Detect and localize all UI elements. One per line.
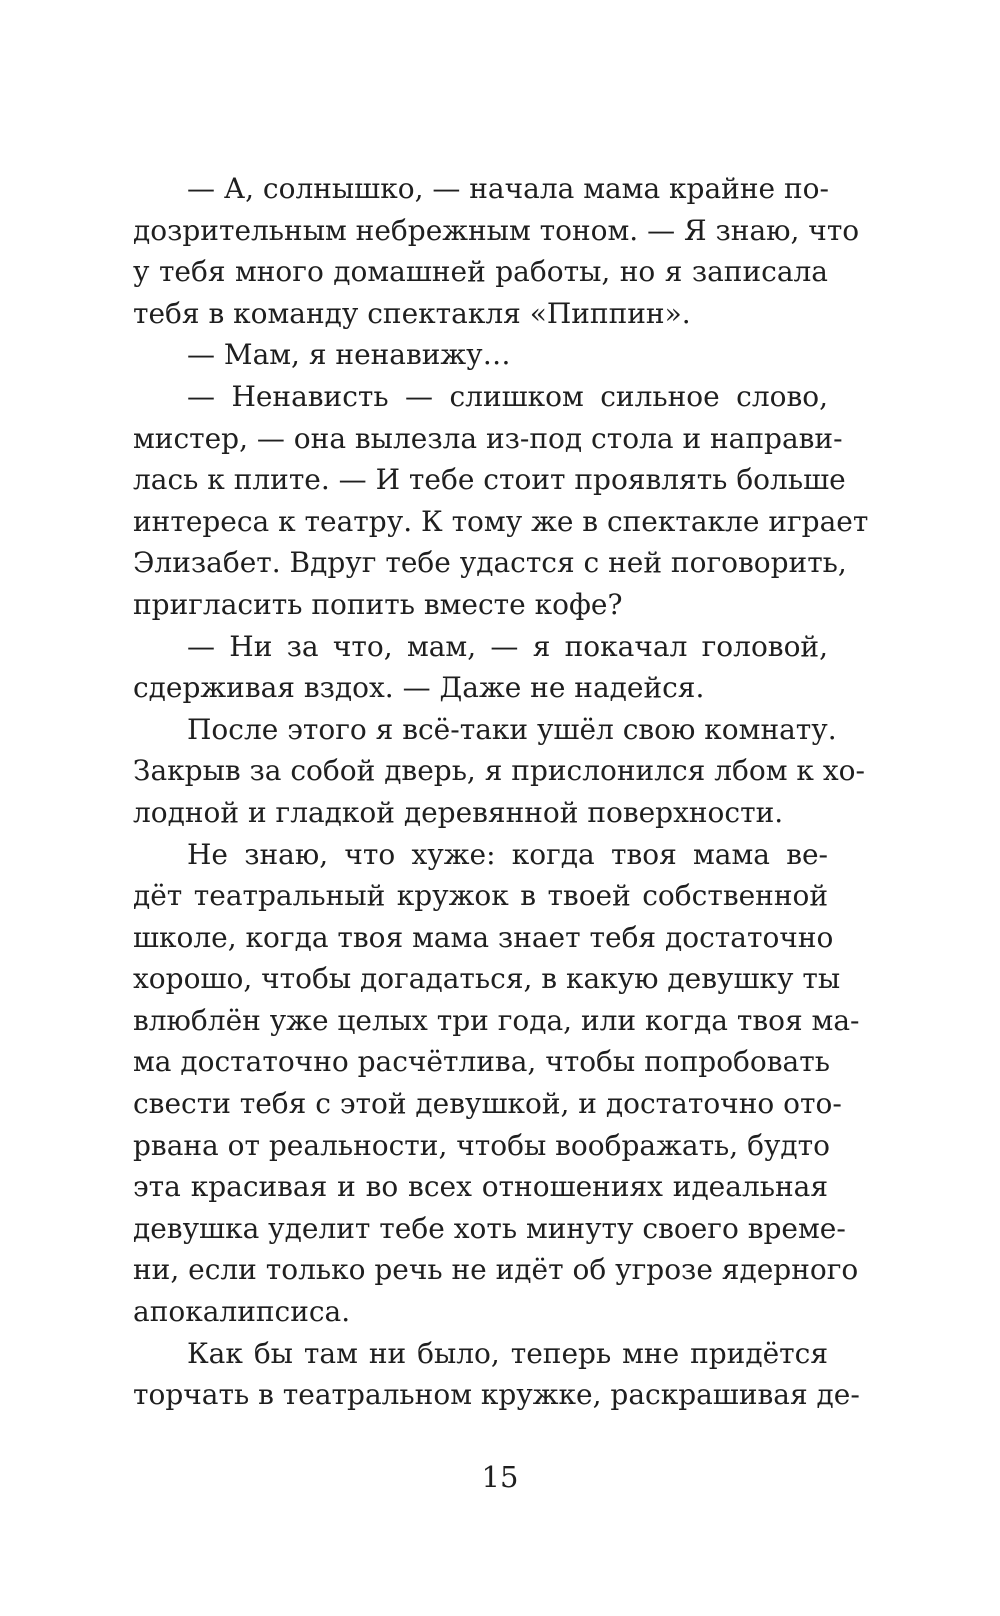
text-line: — А, солнышко, — начала мама крайне по- bbox=[187, 172, 829, 205]
paragraph bbox=[133, 834, 860, 1333]
text-line: интереса к театру. К тому же в спектакле играет bbox=[133, 504, 869, 538]
text-line: После этого я всё-таки ушёл свою комнату. bbox=[187, 712, 837, 746]
paragraph bbox=[133, 168, 860, 334]
text-line: девушка уделит тебе хоть минуту своего време- bbox=[133, 1211, 846, 1245]
text-line: дёт театральный кружок в твоей собственной bbox=[133, 879, 828, 913]
text-line: эта красивая и во всех отношениях идеальная bbox=[133, 1170, 828, 1204]
text-line: апокалипсиса. bbox=[133, 1295, 351, 1329]
paragraph bbox=[133, 334, 828, 376]
paragraph bbox=[133, 1333, 860, 1416]
text-line: тебя в команду спектакля «Пиппин». bbox=[133, 296, 691, 330]
text-line: ни, если только речь не идёт об угрозе ядерного bbox=[133, 1253, 859, 1287]
body-text bbox=[133, 168, 869, 1416]
text-line: дозрительным небрежным тоном. — Я знаю, что bbox=[133, 213, 860, 247]
text-line: — Мам, я ненавижу… bbox=[187, 338, 511, 372]
text-line: сдерживая вздох. — Даже не надейся. bbox=[133, 671, 705, 705]
text-line: свести тебя с этой девушкой, и достаточно ото- bbox=[133, 1087, 842, 1121]
text-line: лодной и гладкой деревянной поверхности. bbox=[133, 795, 784, 829]
text-line: у тебя много домашней работы, но я записала bbox=[133, 255, 828, 289]
text-line: торчать в театральном кружке, раскрашивая де- bbox=[133, 1378, 860, 1412]
page-number: 15 bbox=[481, 1460, 519, 1494]
text-line: хорошо, чтобы догадаться, в какую девушку ты bbox=[133, 962, 841, 996]
paragraph bbox=[133, 626, 828, 709]
text-line: ма достаточно расчётлива, чтобы попробовать bbox=[133, 1045, 830, 1079]
text-line: пригласить попить вместе кофе? bbox=[133, 587, 623, 621]
text-line: рвана от реальности, чтобы воображать, будто bbox=[133, 1128, 831, 1162]
paragraph bbox=[133, 376, 869, 626]
text-line: школе, когда твоя мама знает тебя достаточно bbox=[133, 920, 834, 954]
text-line: Закрыв за собой дверь, я прислонился лбом к хо- bbox=[133, 754, 865, 788]
paragraph bbox=[133, 709, 865, 834]
text-line: — Ненависть — слишком сильное слово, bbox=[187, 379, 828, 413]
text-line: — Ни за что, мам, — я покачал головой, bbox=[187, 629, 828, 663]
text-line: мистер, — она вылезла из-под стола и направи- bbox=[133, 421, 843, 455]
text-line: Элизабет. Вдруг тебе удастся с ней поговорить, bbox=[133, 546, 847, 580]
text-line: лась к плите. — И тебе стоит проявлять больше bbox=[133, 463, 846, 497]
text-line: Как бы там ни было, теперь мне придётся bbox=[187, 1336, 828, 1370]
text-line: Не знаю, что хуже: когда твоя мама ве- bbox=[187, 837, 828, 871]
text-line: влюблён уже целых три года, или когда твоя ма- bbox=[133, 1003, 860, 1037]
